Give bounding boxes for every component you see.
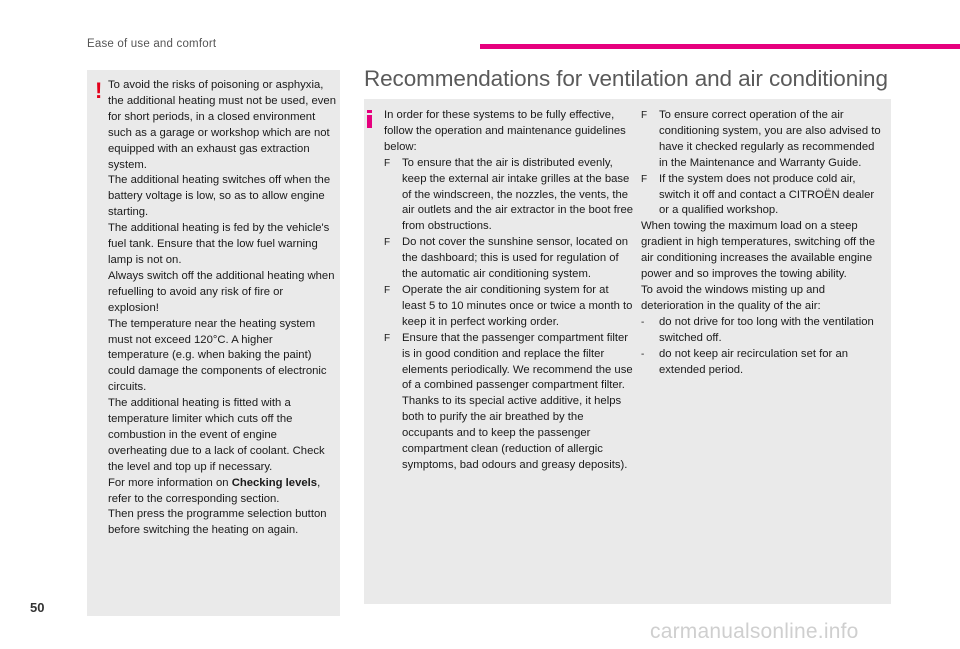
list-item	[384, 156, 634, 236]
info-column-2	[641, 108, 881, 378]
guideline-list	[641, 108, 881, 219]
list-item-text: do not keep air recirculation set for an extended period.	[659, 347, 849, 376]
info-icon	[367, 110, 372, 128]
warning-icon: !	[95, 78, 103, 103]
reference-prefix: For more information on	[108, 476, 232, 489]
bullet-icon: F	[384, 332, 391, 344]
list-item-text: Ensure that the passenger compartment filter is in good condition and replace the filter elements periodically. We recommend the use of a combined passenger compartment filter. Thanks to its special active additive, it helps both to purify the air breathed by the occupants and to keep the passenger compartment clean (reduction of allergic symptoms, bad odours and greasy deposits).	[402, 331, 633, 471]
list-item-text: Do not cover the sunshine sensor, located on the dashboard; this is used for regulation of the automatic air conditioning system.	[402, 236, 629, 281]
list-item	[384, 235, 634, 283]
list-item	[641, 347, 881, 379]
list-item	[384, 331, 634, 474]
section-label: Ease of use and comfort	[87, 38, 217, 50]
warning-paragraph: The temperature near the heating system must not exceed 120°C. A higher temperature (e.g. when baking the paint) could damage the components of electronic circuits.	[108, 317, 327, 394]
guideline-list	[384, 156, 634, 474]
list-item-text: If the system does not produce cold air, switch it off and contact a CITROËN dealer or a qualified workshop.	[659, 172, 875, 217]
bullet-icon: F	[384, 284, 391, 296]
info-column-1	[384, 108, 634, 474]
list-item	[384, 283, 634, 331]
page-title: Recommendations for ventilation and air conditioning	[364, 66, 888, 91]
warning-text	[108, 78, 336, 539]
list-item-text: To ensure that the air is distributed evenly, keep the external air intake grilles at the base of the windscreen, the nozzles, the vents, the air outlets and the air extractor in the boot free from obstructions.	[402, 156, 634, 233]
bullet-icon: F	[384, 237, 391, 249]
bullet-icon: F	[641, 173, 648, 185]
list-item	[641, 172, 881, 220]
warning-paragraph: The additional heating is fed by the vehicle's fuel tank. Ensure that the low fuel warning lamp is not on.	[108, 222, 330, 266]
bullet-icon: F	[641, 110, 648, 121]
list-item	[641, 315, 881, 347]
misting-intro: To avoid the windows misting up and deterioration in the quality of the air:	[641, 283, 825, 312]
misting-list	[641, 315, 881, 379]
warning-paragraph: The additional heating is fitted with a temperature limiter which cuts off the combustion in the event of engine overheating due to a lack of coolant. Check the level and top up if necessary.	[108, 397, 325, 473]
reference-suffix: , refer to the corresponding section.	[108, 476, 321, 505]
watermark: carmanualsonline.info	[650, 620, 859, 643]
warning-reference	[108, 476, 336, 508]
towing-paragraph: When towing the maximum load on a steep gradient in high temperatures, switching off the air conditioning increases the available engine power and so improves the towing ability.	[641, 220, 876, 281]
dash-icon: -	[641, 348, 645, 360]
list-item-text: do not drive for too long with the ventilation switched off.	[659, 315, 874, 344]
dash-icon: -	[641, 316, 645, 328]
header-accent-bar	[480, 44, 960, 49]
warning-paragraph: Always switch off the additional heating when refuelling to avoid any risk of fire or explosion!	[108, 269, 335, 314]
checking-levels-reference: Checking levels	[231, 476, 318, 489]
list-item-text: Operate the air conditioning system for at least 5 to 10 minutes once or twice a month to keep it in perfect working order.	[402, 283, 633, 328]
page-number: 50	[30, 600, 45, 615]
warning-paragraph: To avoid the risks of poisoning or asphyxia, the additional heating must not be used, even for short periods, in a closed environment such as a garage or workshop which are not equipped with an exhaust gas extraction system.	[108, 79, 336, 171]
info-intro: In order for these systems to be fully effective, follow the operation and maintenance guidelines below:	[384, 109, 626, 153]
warning-paragraph: Then press the programme selection button before switching the heating on again.	[108, 508, 327, 537]
list-item-text: To ensure correct operation of the air conditioning system, you are also advised to have it checked regularly as recommended in the Maintenance and Warranty Guide.	[659, 109, 881, 169]
bullet-icon: F	[384, 157, 391, 169]
warning-paragraph: The additional heating switches off when the battery voltage is low, so as to allow engine starting.	[108, 174, 331, 219]
list-item	[641, 108, 881, 172]
